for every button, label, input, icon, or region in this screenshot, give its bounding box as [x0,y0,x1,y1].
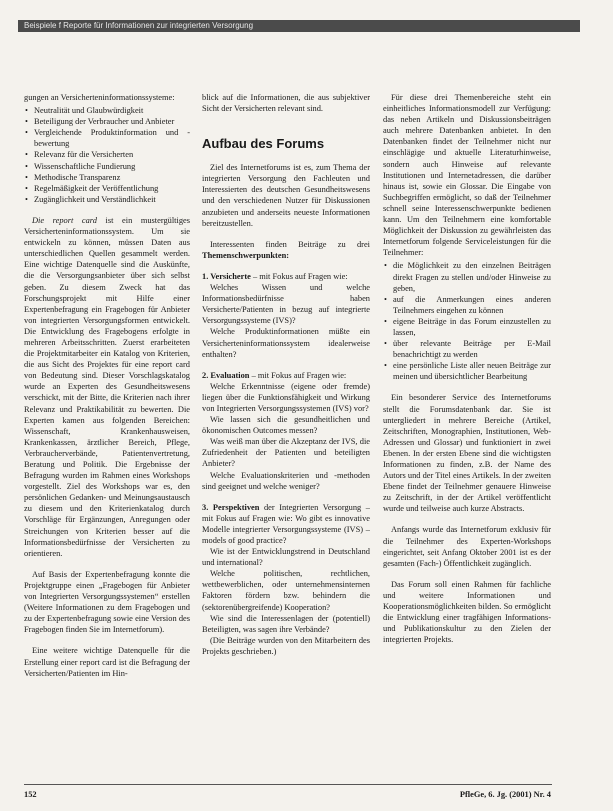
paragraph: Welche Erkenntnisse (eigene oder fremde) liegen über die Funktionsfähigkeit und Wirkung von Integrierten Versorgungssystemen (IVS) vor? [202,381,370,413]
paragraph: Auf Basis der Expertenbefragung konnte die Projektgruppe einen „Fragebogen für Anbieter von Integrierten Versorgungssystemen“ erstellen (Weitere Informationen zu dem Fragebogen und zu der Expertenbefragung sowie eine Version des Fragebogen finden Sie im Internetforum). [24,569,190,635]
paragraph [202,370,370,381]
paragraph: blick auf die Informationen, die aus subjektiver Sicht der Versicherten relevant sind. [202,93,370,114]
running-header: Beispiele f Reporte für Informationen zur integrierten Versorgung [18,20,580,32]
list-item: • Neutralität und Glaubwürdigkeit [34,105,190,116]
journal-citation: PfleGe, 6. Jg. (2001) Nr. 4 [459,790,551,799]
paragraph: Was weiß man über die Akzeptanz der IVS, die Zufriedenheit der Patienten und beteiligten Anbieter? [202,437,370,469]
list-item: • Vergleichende Produktinformation und -bewertung [34,127,190,149]
paragraph [202,271,370,282]
topic-heading: 2. Evaluation [202,370,250,380]
paragraph-text: – mit Fokus auf Fragen wie: [250,271,348,281]
list-item: • eigene Beiträge in das Forum einzustellen zu lassen, [393,316,551,338]
subheading: Themenschwerpunkten: [202,250,290,260]
paragraph: Wie ist der Entwicklungstrend in Deutschland und international? [202,547,370,568]
service-list [383,260,551,382]
paragraph: Anfangs wurde das Internetforum exklusiv für die Teilnehmer des Experten-Workshops eingerichtet, seit Anfang Oktober 2001 ist es der gesamten (Fach-) Öffentlichkeit zugänglich. [383,525,551,568]
column-left [24,92,190,679]
paragraph-text: – mit Fokus auf Fragen wie: [249,370,347,380]
paragraph: Eine weitere wichtige Datenquelle für die Erstellung einer report card ist die Befragung der Versicherten/Patienten im Hin- [24,646,190,678]
list-item: • Regelmäßigkeit der Veröffentlichung [34,183,190,194]
paragraph: Ein besonderer Service des Internetforums stellt die Forumsdatenbank dar. Sie ist untergliedert in mehrere Bereiche (Artikel, Zeitschriften, Monographien, Institutionen, Web-Adressen und Glossar) und funktioniert in zwei Ebenen. In der ersten Ebene sind die wichtigsten Informationen zu finden, z.B. der Name des Autors und der Titel eines Artikels. In der zweiten Ebene findet der Teilnehmer genauere Hinweise zu Zeitschrift, in der der Artikel veröffentlicht wurde und teilweise auch kurze Abstracts. [383,393,551,514]
paragraph: gungen an Versicherteninformationssysteme: [24,93,175,102]
topic-heading: 3. Perspektiven [202,502,260,512]
paragraph: Wie lassen sich die gesundheitlichen und ökonomischen Outcomes messen? [202,415,370,436]
paragraph: (Die Beiträge wurden von den Mitarbeitern des Projekts geschrieben.) [202,635,370,656]
list-item: • eine persönliche Liste aller neuen Beiträge zur meinen und übersichtlicher Bearbeitung [393,360,551,382]
paragraph: Das Forum soll einen Rahmen für fachliche und weitere Informationen und Kooperationsmöglichkeiten bilden. So ermöglicht die Entwicklung einer tragfähigen Informations- und Publikationskultur zu den Zielen der integrierten Projekts. [383,579,551,645]
requirements-list [24,105,190,205]
list-item: • auf die Anmerkungen eines anderen Teilnehmers eingehen zu können [393,294,551,316]
paragraph-text: der Integrierten Versorgung – mit Fokus auf Fragen wie: Wo gibt es innovative Modelle integrierter Versorgungssysteme (IVS) – models of good practice? [202,502,370,545]
paragraph: Welches Wissen und welche Informationsbedürfnisse haben Versicherte/Patienten in bezug auf integrierte Versorgungssysteme (IVS)? [202,283,370,326]
paragraph [202,239,370,261]
paragraph: Ziel des Internetforums ist es, zum Thema der integrierten Versorgung den Fachleuten und Interessierten des deutschen Gesundheitswesens und den verschiedenen Nutzer für Diskussionen anzubieten und anderseits neueste Informationen bereitzustellen. [202,163,370,228]
column-middle [202,92,370,657]
list-item: • die Möglichkeit zu den einzelnen Beiträgen direkt Fragen zu stellen und/oder Hinweise zu geben, [393,260,551,293]
section-title: Aufbau des Forums [202,136,325,152]
list-item: • über relevante Beiträge per E-Mail benachrichtigt zu werden [393,338,551,360]
emphasis: Die report card [32,215,97,225]
paragraph: Für diese drei Themenbereiche steht ein einheitliches Informationsmodell zur Verfügung: das neben Artikeln und Diskussionsbeiträgen auch mehrere Datenbanken anbietet. In den Datenbanken findet der Teilnehmer nicht nur einschlägige und aktuelle Literaturhinweise, sondern auch Hinweise auf relevante Institutionen und Internetadressen, die darüber hinaus ist, sowie ein Glossar. Die Eingabe von Suchbegriffen ermöglicht, so daß der Teilnehmer schnell seine Interessenschwerpunkte bedienen kann. Um den Teilnehmern eine komfortable Möglichkeit der Diskussion zu gewährleisten das Internetforum folgende Serviceleistungen für die Teilnehmer: [383,93,551,258]
paragraph-text: Interessenten finden Beiträge zu drei [210,239,370,249]
list-item: • Methodische Transparenz [34,172,190,183]
column-right [383,92,551,645]
paragraph [24,215,190,559]
footer-divider [24,784,552,785]
paragraph: Welche politischen, rechtlichen, wettbewerblichen, oder unternehmensinternen Faktoren fördern bzw. behindern die (sektorenübergreifende) Kooperation? [202,569,370,612]
list-item: • Relevanz für die Versicherten [34,149,190,160]
paragraph [202,502,370,546]
paragraph-text: ist ein mustergültiges Versicherteninformationssystem. Um sie entwickeln zu können, müssen Daten aus unterschiedlichen Quellen gesammelt werden. Eine wichtige Datenquelle sind die Auskünfte, die die Versorgungsanbieter über sich selbst geben. Zu diesem Zweck hat das Forschungsprojekt mit Hilfe einer Expertenbefragung ein Fragebogen für Anbieter von integrierten Versorgungsformen entwickelt. Die Entwicklung des Fragebogens erfolgte in mehreren Arbeitsschritten. Zuerst erarbeiteten die Projektmitarbeiter ein Katalog von Kriterien, die aus Sicht des Projektes für eine report card von Bedeutung sind. Dieser Vorschlagskatalog wurde an Experten des Gesundheitswesens verschickt, mit der Bitte, die Kriterien nach ihrer Relevanz und Praktikabilität zu bewerten. Die Experten kamen aus folgenden Bereichen: Wissenschaft, Krankenhausweisen, Krankenkassen, ärztlicher Bereich, Pflege, Verbraucherverbände, Patientenvertretung, Beratung und Politik. Die Ergebnisse der Befragung wurden im Rahmen eines Workshops vorgestellt. Ziel des Workshops war es, den persönlichen Gedanken- und Meinungsaustausch zu diesem und den Kriterienkatalog durch Vorschläge für Ergänzungen, Anregungen oder Streichungen von Kriterien besser auf die Informationsbedürfnisse der Versicherten zu orientieren. [24,215,190,558]
page-number: 152 [24,790,37,799]
list-item: • Beteiligung der Verbraucher und Anbieter [34,116,190,127]
list-item: • Zugänglichkeit und Verständlichkeit [34,194,190,205]
topic-heading: 1. Versicherte [202,271,251,281]
paragraph: Wie sind die Interessenlagen der (potentiell) Beteiligten, was sagen ihre Verbände? [202,613,370,634]
paragraph: Welche Produktinformationen müßte ein Versicherteninformationssystem idealerweise enthalten? [202,327,370,359]
paragraph: Welche Evaluationskriterien und -methoden sind geeignet und welche weniger? [202,470,370,491]
list-item: • Wissenschaftliche Fundierung [34,161,190,172]
